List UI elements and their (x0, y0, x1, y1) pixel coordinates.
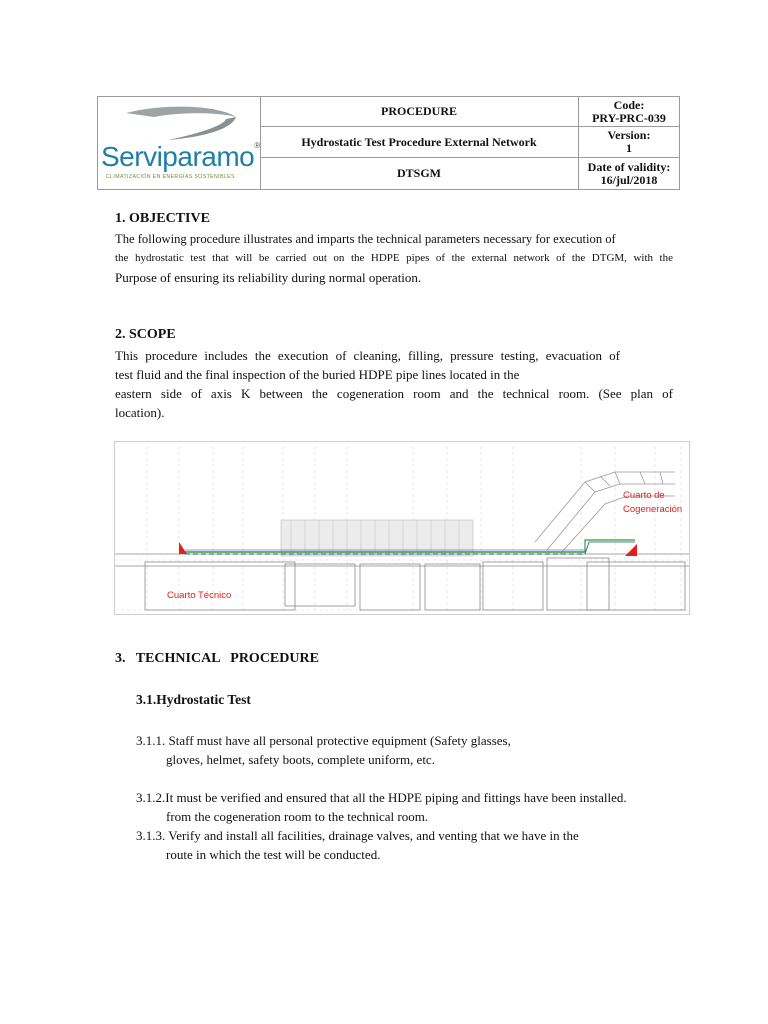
code-cell (579, 97, 679, 127)
item-3-1-3-line-1: 3.1.3. Verify and install all facilities, drainage valves, and venting that we have in the (136, 828, 579, 843)
hydrostatic-subheading: 3.1.Hydrostatic Test (136, 692, 251, 707)
company-logo (98, 97, 261, 189)
code-label: Code: (613, 97, 645, 112)
item-3-1-1-line-2: gloves, helmet, safety boots, complete uniform, etc. (166, 752, 435, 767)
label-cogen-line-2: Cogeneración (623, 504, 683, 515)
objective-line-2: the hydrostatic test that will be carried out on the HDPE pipes of the external network of the DTGM, with the (115, 252, 673, 264)
validity-cell (579, 158, 679, 189)
scope-line-3: eastern side of axis K between the cogeneration room and the technical room. (See plan of (115, 386, 673, 401)
scope-heading: 2. SCOPE (115, 327, 176, 342)
validity-value: 16/jul/2018 (600, 172, 658, 187)
item-3-1-2-line-1: 3.1.2.It must be verified and ensured that all the HDPE piping and fittings have been installed. (136, 790, 627, 805)
logo-wordmark: Serviparamo® (101, 141, 260, 172)
plan-marker-technical-room (179, 542, 187, 554)
plan-marker-cogeneration-room (625, 544, 637, 556)
version-value: 1 (626, 141, 632, 155)
header-title-column (260, 97, 579, 189)
item-3-1-1-line-1: 3.1.1. Staff must have all personal protective equipment (Safety glasses, (136, 733, 511, 748)
document-title: Hydrostatic Test Procedure External Network (260, 127, 578, 158)
label-cogen-line-1: Cuarto de (623, 490, 665, 501)
location-plan (114, 441, 690, 615)
code-value: PRY-PRC-039 (592, 110, 666, 125)
plan-hatched-area (281, 520, 473, 556)
item-3-1-3-line-2: route in which the test will be conducted. (166, 847, 381, 862)
technical-heading: 3. TECHNICAL PROCEDURE (115, 651, 319, 666)
scope-line-2: test fluid and the final inspection of the buried HDPE pipe lines located in the (115, 367, 520, 382)
scope-line-4: location). (115, 405, 165, 420)
scope-line-1: This procedure includes the execution of cleaning, filling, pressure testing, evacuation of (115, 348, 620, 363)
objective-line-3: Purpose of ensuring its reliability during normal operation. (115, 270, 422, 285)
plan-building-outlines (115, 554, 689, 610)
logo-tagline: CLIMATIZACIÓN EN ENERGÍAS SOSTENIBLES (106, 174, 235, 180)
version-cell (579, 127, 679, 158)
procedure-label: PROCEDURE (260, 97, 578, 127)
project-name: DTSGM (396, 166, 441, 180)
label-cuarto-tecnico: Cuarto Técnico (167, 590, 232, 601)
objective-line-1: The following procedure illustrates and imparts the technical parameters necessary for execution of (115, 232, 616, 246)
version-label: Version: (607, 128, 651, 142)
plan-drawing (115, 442, 689, 614)
objective-heading: 1. OBJECTIVE (115, 211, 210, 226)
document-header-table (97, 96, 680, 190)
logo-swoosh-icon (124, 103, 244, 143)
validity-label: Date of validity: (587, 159, 671, 174)
item-3-1-2-line-2: from the cogeneration room to the technical room. (166, 809, 429, 824)
header-meta-column (579, 97, 679, 189)
